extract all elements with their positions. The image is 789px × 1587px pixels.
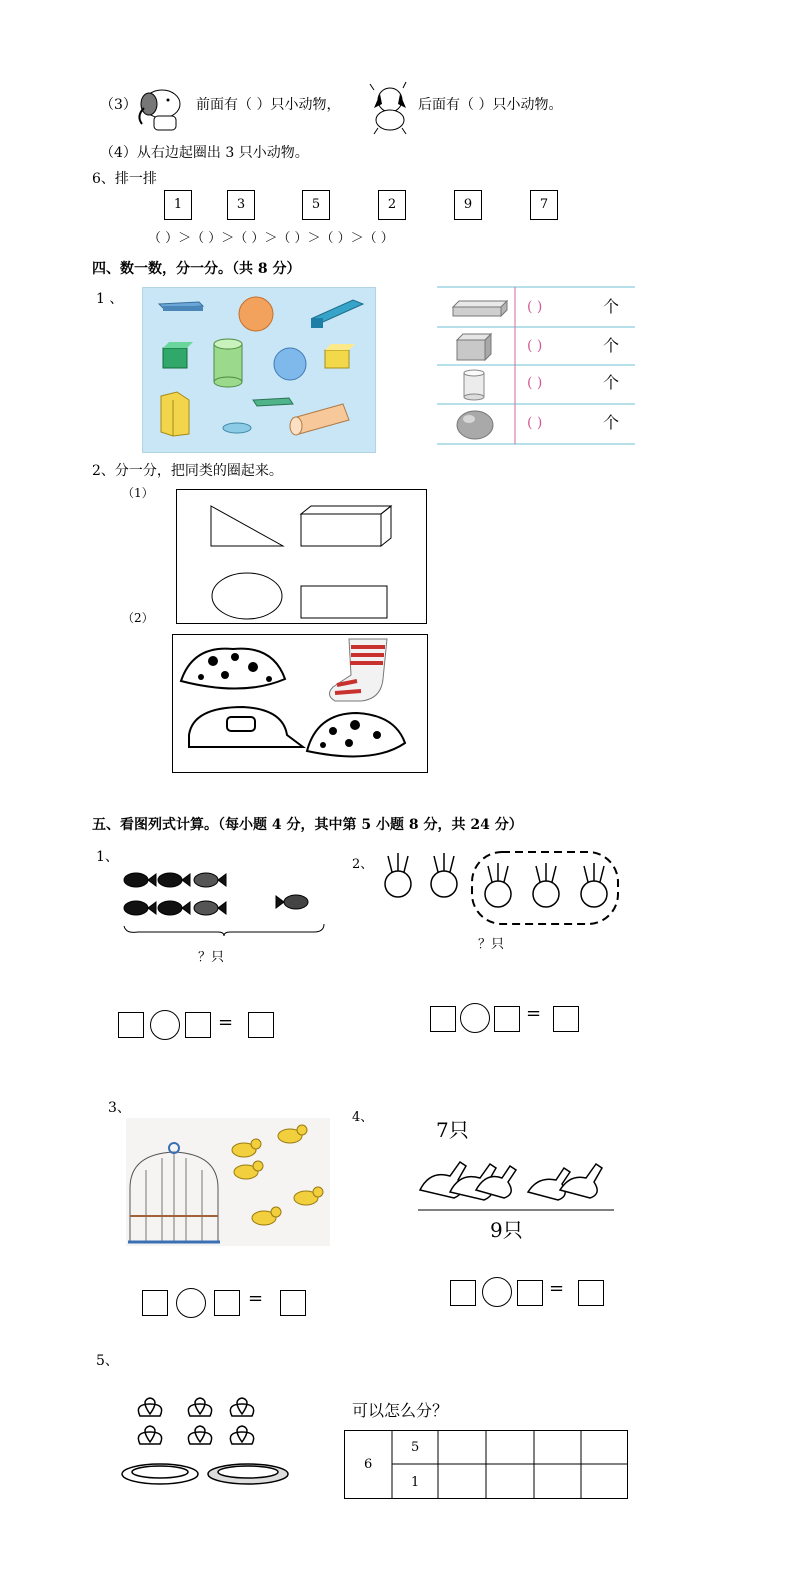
answer-box[interactable]	[118, 1012, 144, 1038]
count-table	[437, 287, 635, 447]
answer-box[interactable]	[214, 1290, 240, 1316]
p3-number: 3、	[108, 1100, 131, 1116]
radish-group-picture	[380, 846, 624, 930]
cylinder-icon	[461, 369, 487, 401]
elephant-icon	[132, 86, 188, 134]
count-blank: ( )	[527, 375, 543, 391]
cube-icon	[455, 332, 495, 362]
number-card: 9	[454, 190, 482, 220]
table-total: 6	[364, 1457, 373, 1472]
p2-number: 2、	[352, 857, 374, 872]
number-card: 3	[227, 190, 255, 220]
unit-label: 个	[603, 336, 620, 355]
answer-box[interactable]	[494, 1006, 520, 1032]
number-card: 5	[302, 190, 330, 220]
unit-label: 个	[603, 373, 620, 392]
equals-sign: =	[526, 1003, 542, 1024]
p4-top-label: 7只	[436, 1118, 469, 1142]
number-card: 1	[164, 190, 192, 220]
peaches-and-plates-picture	[120, 1396, 292, 1492]
p4-number: 4、	[352, 1110, 374, 1125]
p4-bottom-label: 9只	[490, 1218, 523, 1242]
p5-question: 可以怎么分？	[352, 1401, 449, 1420]
p1-label: ？只	[198, 950, 225, 965]
number-card: 7	[530, 190, 558, 220]
equals-sign: =	[549, 1278, 565, 1299]
section-five-title: 五、看图列式计算。（每小题 4 分，其中第 5 小题 8 分，共 24 分）	[92, 817, 523, 833]
count-blank: ( )	[527, 338, 543, 354]
answer-box[interactable]	[578, 1280, 604, 1306]
count-blank: ( )	[527, 299, 543, 315]
q2-1-label: （1）	[122, 486, 154, 500]
table-row2-value: 1	[411, 1475, 420, 1490]
operator-circle[interactable]	[150, 1010, 180, 1040]
p1-number: 1、	[96, 849, 119, 865]
q6-title: 6、排一排	[92, 171, 157, 187]
q2-text: 2、分一分，把同类的圈起来。	[92, 463, 283, 479]
birdcage-picture	[126, 1118, 330, 1246]
order-line: （ ）＞（ ）＞（ ）＞（ ）＞（ ）＞（ ）	[148, 231, 394, 246]
equals-sign: =	[248, 1288, 264, 1309]
count-blank: ( )	[527, 415, 543, 431]
operator-circle[interactable]	[460, 1003, 490, 1033]
answer-box[interactable]	[517, 1280, 543, 1306]
answer-box[interactable]	[142, 1290, 168, 1316]
number-card: 2	[378, 190, 406, 220]
answer-box[interactable]	[553, 1006, 579, 1032]
q1-number: 1 、	[96, 291, 124, 307]
answer-box[interactable]	[430, 1006, 456, 1032]
equals-sign: =	[218, 1012, 234, 1033]
unit-label: 个	[603, 413, 620, 432]
answer-box[interactable]	[185, 1012, 211, 1038]
answer-box[interactable]	[248, 1012, 274, 1038]
division-table	[344, 1430, 628, 1499]
operator-circle[interactable]	[176, 1288, 206, 1318]
answer-box[interactable]	[450, 1280, 476, 1306]
unit-label: 个	[603, 297, 620, 316]
solids-picture	[142, 287, 376, 453]
q2-2-label: （2）	[122, 611, 154, 625]
table-row1-value: 5	[411, 1440, 420, 1455]
q3-back-text: 后面有（ ）只小动物。	[418, 97, 563, 113]
section-four-title: 四、数一数，分一分。（共 8 分）	[92, 261, 301, 277]
p5-number: 5、	[96, 1353, 119, 1369]
answer-box[interactable]	[280, 1290, 306, 1316]
deer-herd-picture	[410, 1140, 616, 1220]
q3-front-text: 前面有（ ）只小动物，	[196, 97, 341, 113]
operator-circle[interactable]	[482, 1277, 512, 1307]
q4-text: （4）从右边起圈出 3 只小动物。	[100, 145, 309, 161]
clothing-box	[172, 634, 428, 773]
sphere-icon	[455, 409, 495, 441]
p2-label: ？只	[478, 937, 505, 952]
fish-group-picture	[118, 866, 328, 936]
q3-number: （3）	[100, 97, 137, 113]
cuboid-icon	[451, 299, 509, 319]
dog-icon	[364, 80, 416, 136]
shapes-box	[176, 489, 427, 624]
